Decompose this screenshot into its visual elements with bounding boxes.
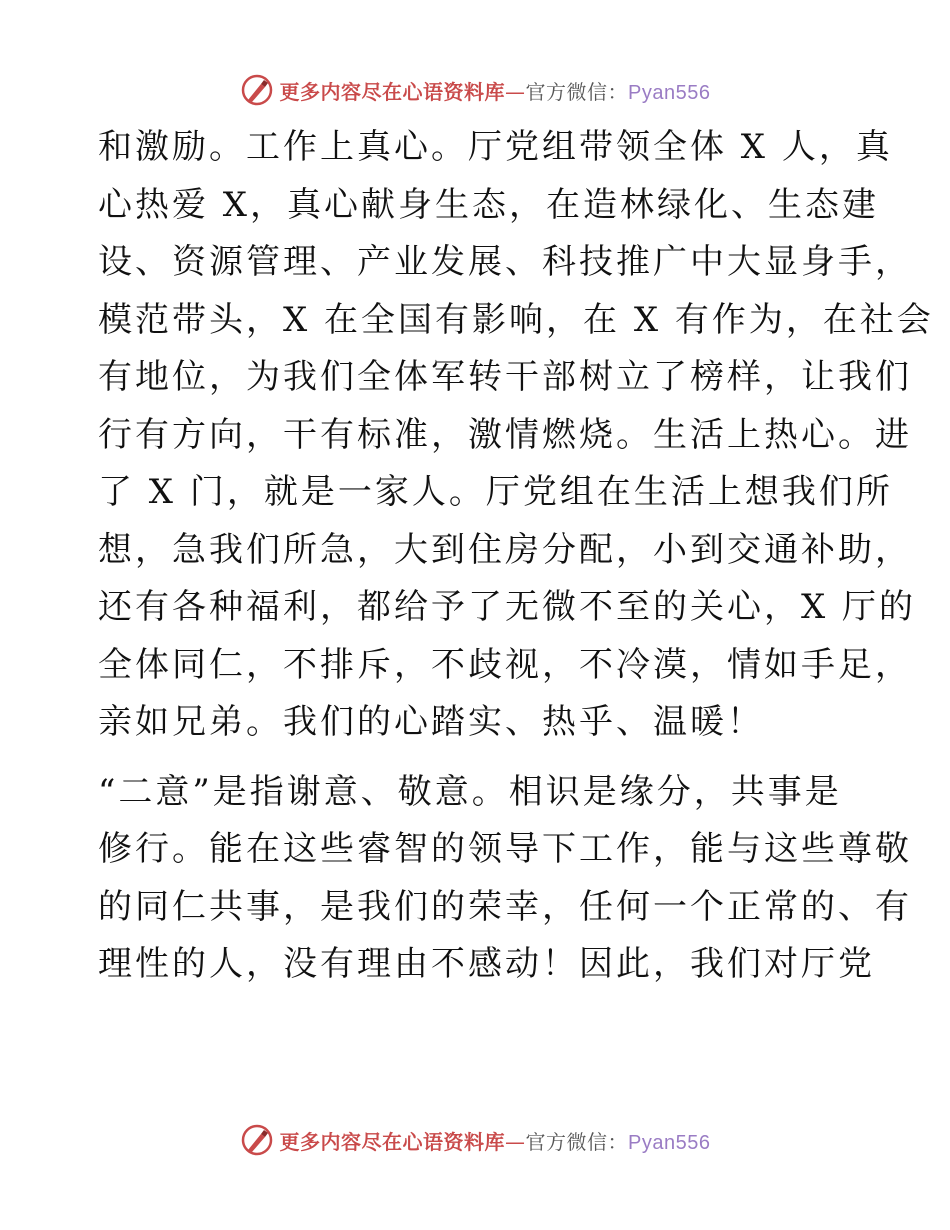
- text-line: 亲如兄弟。我们的心踏实、热乎、温暖！: [98, 702, 764, 742]
- watermark-dash: —: [505, 79, 526, 104]
- text-line: 理性的人，没有理由不感动！因此，我们对厅党: [98, 944, 875, 984]
- watermark-label: 官方微信: [525, 1129, 608, 1154]
- text-line: 心热爱 X，真心献身生态，在造林绿化、生态建: [98, 184, 880, 225]
- watermark-label: 官方微信: [525, 79, 608, 104]
- watermark-dash: —: [505, 1129, 526, 1154]
- text-line: “二意”是指谢意、敬意。相识是缘分，共事是: [98, 771, 842, 812]
- text-line: 行有方向，干有标准，激情燃烧。生活上热心。进: [98, 414, 912, 455]
- footer-watermark: [0, 1120, 950, 1160]
- pen-logo-icon: [240, 73, 274, 107]
- text-line: 模范带头，X 在全国有影响，在 X 有作为，在社会: [98, 299, 934, 340]
- text-line: 想，急我们所急，大到住房分配，小到交通补助，: [98, 529, 912, 570]
- paragraph-2: [98, 764, 912, 994]
- text-line: 了 X 门，就是一家人。厅党组在生活上想我们所: [98, 472, 893, 512]
- header-watermark: [0, 70, 950, 110]
- watermark-handle: Pyan556: [628, 1131, 711, 1154]
- watermark-handle: Pyan556: [628, 81, 711, 104]
- paragraph-1: [98, 119, 934, 752]
- text-line: 还有各种福利，都给予了无微不至的关心，X 厅的: [98, 587, 917, 627]
- text-line: 全体同仁，不排斥，不歧视，不冷漠，情如手足，: [98, 644, 912, 685]
- text-line: 有地位，为我们全体军转干部树立了榜样，让我们: [98, 357, 912, 397]
- document-body: [98, 119, 934, 994]
- watermark-separator: ：: [607, 79, 629, 104]
- watermark-separator: ：: [607, 1129, 629, 1154]
- text-line: 和激励。工作上真心。厅党组带领全体 X 人，真: [98, 127, 893, 167]
- text-line: 设、资源管理、产业发展、科技推广中大显身手，: [98, 242, 912, 282]
- watermark-brand: 更多内容尽在心语资料库: [279, 79, 506, 104]
- text-line: 的同仁共事，是我们的荣幸，任何一个正常的、有: [98, 886, 912, 927]
- text-line: 修行。能在这些睿智的领导下工作，能与这些尊敬: [98, 829, 912, 869]
- watermark-brand: 更多内容尽在心语资料库: [279, 1129, 506, 1154]
- watermark-text: [280, 1126, 711, 1155]
- pen-logo-icon: [240, 1123, 274, 1157]
- watermark-text: [280, 76, 711, 105]
